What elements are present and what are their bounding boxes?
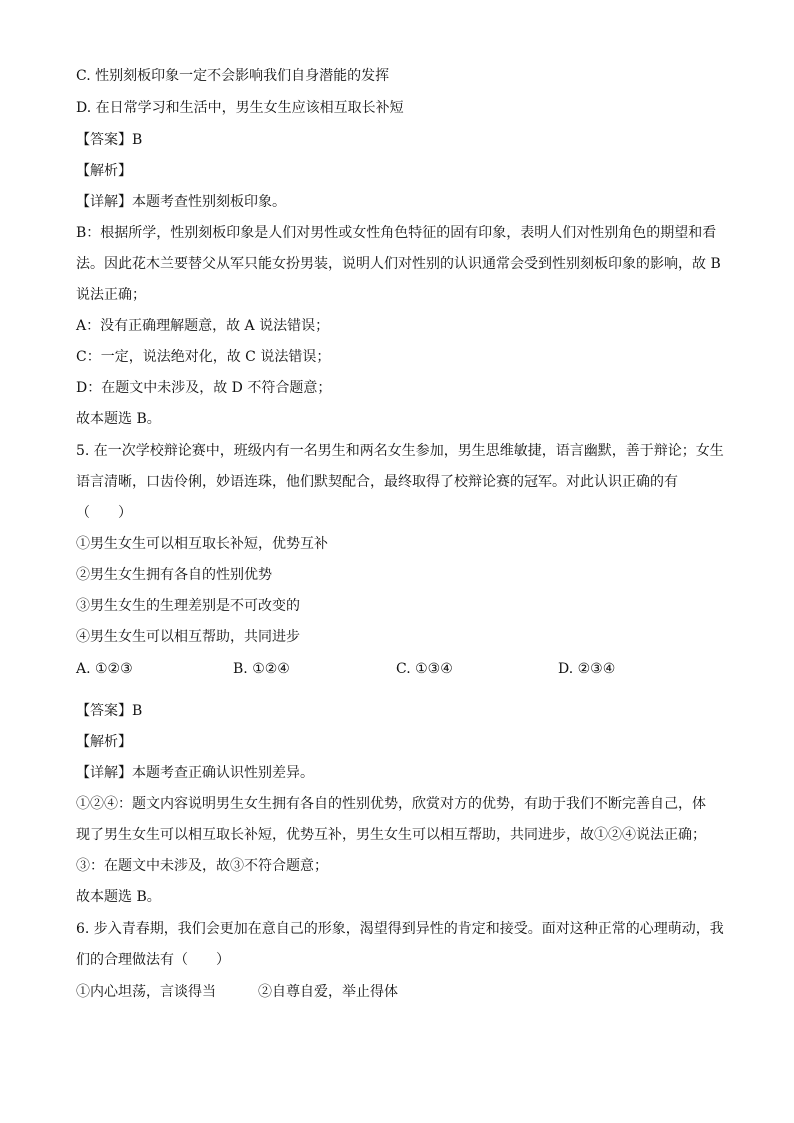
q6-stem-line1: 6. 步入青春期，我们会更加在意自己的形象，渴望得到异性的肯定和接受。面对这种正常的心理萌动，我 bbox=[76, 921, 724, 937]
q5-statement-2: ②男生女生拥有各自的性别优势 bbox=[76, 567, 272, 583]
q4-conclusion: 故本题选 B。 bbox=[76, 411, 161, 427]
q5-detail-124-line2: 现了男生女生可以相互取长补短，优势互补，男生女生可以相互帮助，共同进步，故①②④说法正确； bbox=[76, 827, 706, 843]
q5-option-c: C. ①③④ bbox=[396, 661, 453, 677]
q5-statement-3: ③男生女生的生理差别是不可改变的 bbox=[76, 598, 300, 614]
q5-stem-line2: 语言清晰，口齿伶俐，妙语连珠，他们默契配合，最终取得了校辩论赛的冠军。对此认识正确的有 bbox=[76, 474, 678, 490]
q4-detail-b-line3: 说法正确； bbox=[76, 287, 146, 303]
q4-option-d: D. 在日常学习和生活中，男生女生应该相互取长补短 bbox=[76, 100, 404, 116]
q5-analysis-heading: 【解析】 bbox=[76, 734, 132, 750]
q5-answer: 【答案】B bbox=[76, 703, 143, 719]
q5-conclusion: 故本题选 B。 bbox=[76, 889, 161, 905]
q5-option-a: A. ①②③ bbox=[76, 661, 133, 677]
q5-stem-line1: 5. 在一次学校辩论赛中，班级内有一名男生和两名女生参加，男生思维敏捷，语言幽默，善于辩论；女生 bbox=[76, 443, 724, 459]
q4-answer: 【答案】B bbox=[76, 132, 143, 148]
q5-detail-3: ③：在题文中未涉及，故③不符合题意； bbox=[76, 858, 328, 874]
q4-option-c: C. 性别刻板印象一定不会影响我们自身潜能的发挥 bbox=[76, 68, 390, 84]
q4-detail-intro: 【详解】本题考查性别刻板印象。 bbox=[76, 194, 286, 210]
q5-stem-blank: （ ） bbox=[76, 505, 132, 521]
q5-option-d: D. ②③④ bbox=[558, 661, 616, 677]
q5-statement-4: ④男生女生可以相互帮助，共同进步 bbox=[76, 629, 300, 645]
q5-statement-1: ①男生女生可以相互取长补短，优势互补 bbox=[76, 536, 328, 552]
q4-detail-b-line1: B：根据所学，性别刻板印象是人们对男性或女性角色特征的固有印象，表明人们对性别角色的期望和看 bbox=[76, 225, 717, 241]
q6-stem-line2: 们的合理做法有（ ） bbox=[76, 952, 230, 968]
q4-detail-d: D：在题文中未涉及，故 D 不符合题意； bbox=[76, 380, 332, 396]
q4-detail-a: A：没有正确理解题意，故 A 说法错误； bbox=[76, 318, 330, 334]
q5-option-b: B. ①②④ bbox=[233, 661, 290, 677]
q4-analysis-heading: 【解析】 bbox=[76, 163, 132, 179]
q4-detail-c: C：一定，说法绝对化，故 C 说法错误； bbox=[76, 349, 331, 365]
q5-detail-124-line1: ①②④：题文内容说明男生女生拥有各自的性别优势，欣赏对方的优势，有助于我们不断完善自己，体 bbox=[76, 796, 706, 812]
q6-statements-1-2: ①内心坦荡，言谈得当 ②自尊自爱，举止得体 bbox=[76, 984, 398, 1000]
q4-detail-b-line2: 法。因此花木兰要替父从军只能女扮男装，说明人们对性别的认识通常会受到性别刻板印象的影响，故 B bbox=[76, 256, 721, 272]
q5-detail-intro: 【详解】本题考查正确认识性别差异。 bbox=[76, 765, 314, 781]
